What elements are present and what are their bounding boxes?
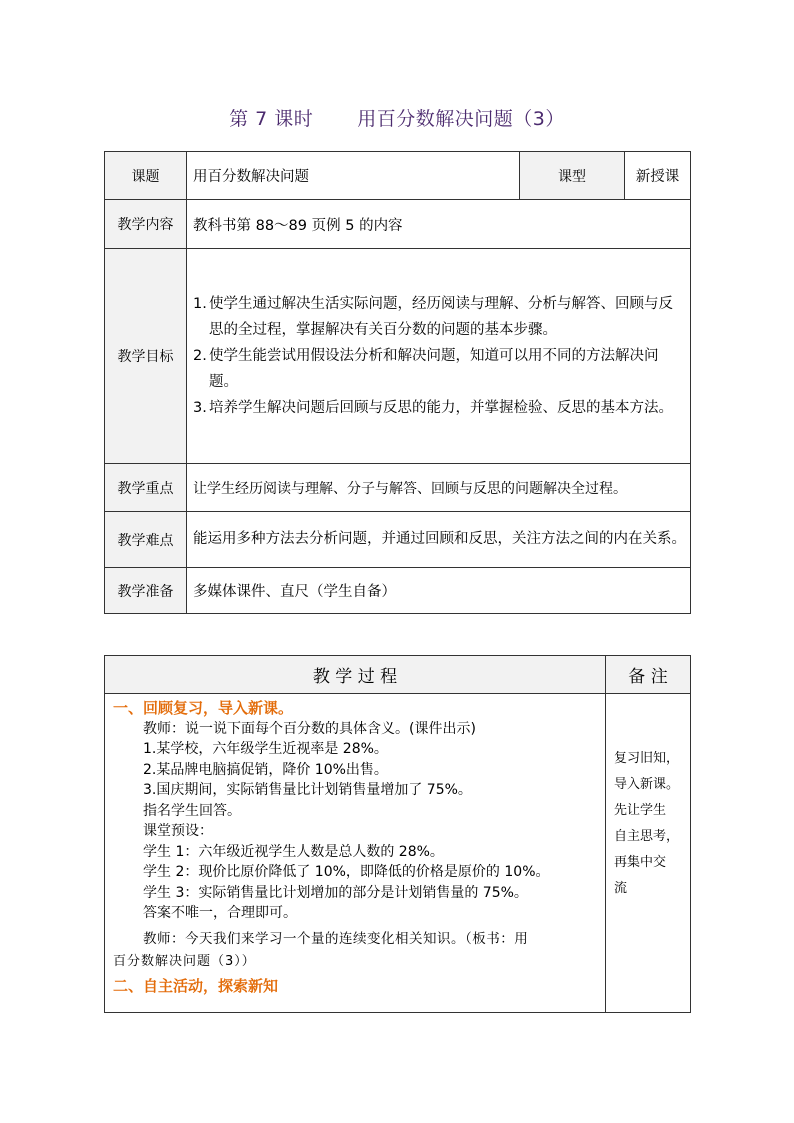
key-label: 教学重点 xyxy=(105,464,187,512)
topic-value: 用百分数解决问题 xyxy=(187,152,520,200)
lesson-info-table xyxy=(104,151,691,614)
content-label: 教学内容 xyxy=(105,200,187,249)
prep-value: 多媒体课件、直尺（学生自备） xyxy=(187,568,691,614)
process-line: 课堂预设： xyxy=(143,823,213,839)
process-line: 2.某品牌电脑搞促销，降价 10%出售。 xyxy=(143,761,388,778)
note-line: 自主思考， xyxy=(614,829,680,844)
note-line: 先让学生 xyxy=(614,803,667,818)
process-line: 学生 1：六年级近视学生人数是总人数的 28%。 xyxy=(143,843,444,860)
type-value: 新授课 xyxy=(625,152,691,200)
process-content xyxy=(105,694,606,1013)
note-line: 复习旧知， xyxy=(614,751,680,766)
difficulty-label: 教学难点 xyxy=(105,512,187,568)
process-line: 学生 3：实际销售量比计划增加的部分是计划销售量的 75%。 xyxy=(143,884,528,901)
notes-header: 备 注 xyxy=(606,656,691,694)
lesson-number: 第 7 课时 xyxy=(229,108,314,130)
lesson-title: 用百分数解决问题（3） xyxy=(357,108,565,130)
process-line: 教师：说一说下面每个百分数的具体含义。(课件出示) xyxy=(143,720,476,737)
note-line: 导入新课。 xyxy=(614,777,680,792)
process-line: 学生 2：现价比原价降低了 10%，即降低的价格是原价的 10%。 xyxy=(143,864,550,880)
goals-list xyxy=(187,291,690,421)
goal-item: 2. 使学生能尝试用假设法分析和解决问题，知道可以用不同的方法解决问题。 xyxy=(193,348,659,390)
process-line: 答案不唯一，合理即可。 xyxy=(143,905,297,921)
goals-cell xyxy=(187,249,691,464)
process-line: 百分数解决问题（3）） xyxy=(113,954,256,969)
difficulty-value: 能运用多种方法去分析问题，并通过回顾和反思，关注方法之间的内在关系。 xyxy=(187,512,691,568)
teaching-process-table xyxy=(104,655,691,1013)
process-header: 教 学 过 程 xyxy=(105,656,606,694)
key-value: 让学生经历阅读与理解、分子与解答、回顾与反思的问题解决全过程。 xyxy=(187,464,691,512)
goals-label: 教学目标 xyxy=(105,249,187,464)
section-heading: 一、回顾复习，导入新课。 xyxy=(113,699,294,717)
page-title xyxy=(0,104,794,131)
prep-label: 教学准备 xyxy=(105,568,187,614)
section-heading: 二、自主活动，探索新知 xyxy=(113,976,279,995)
content-value: 教科书第 88～89 页例 5 的内容 xyxy=(187,200,691,249)
type-label: 课型 xyxy=(520,152,625,200)
process-line: 3.国庆期间，实际销售量比计划销售量增加了 75%。 xyxy=(143,782,472,798)
goal-item: 1. 使学生通过解决生活实际问题，经历阅读与理解、分析与解答、回顾与反思的全过程，掌握解决有关百分数的问题的基本步骤。 xyxy=(193,296,673,338)
note-line: 再集中交 xyxy=(614,855,667,870)
process-line: 1.某学校，六年级学生近视率是 28%。 xyxy=(143,741,388,757)
goal-item: 3. 培养学生解决问题后回顾与反思的能力，并掌握检验、反思的基本方法。 xyxy=(193,400,673,416)
note-line: 流 xyxy=(614,881,628,896)
process-line: 指名学生回答。 xyxy=(143,802,241,819)
notes-content xyxy=(606,694,691,1013)
topic-label: 课题 xyxy=(105,152,187,200)
process-line: 教师：今天我们来学习一个量的连续变化相关知识。（板书：用 xyxy=(143,930,529,947)
